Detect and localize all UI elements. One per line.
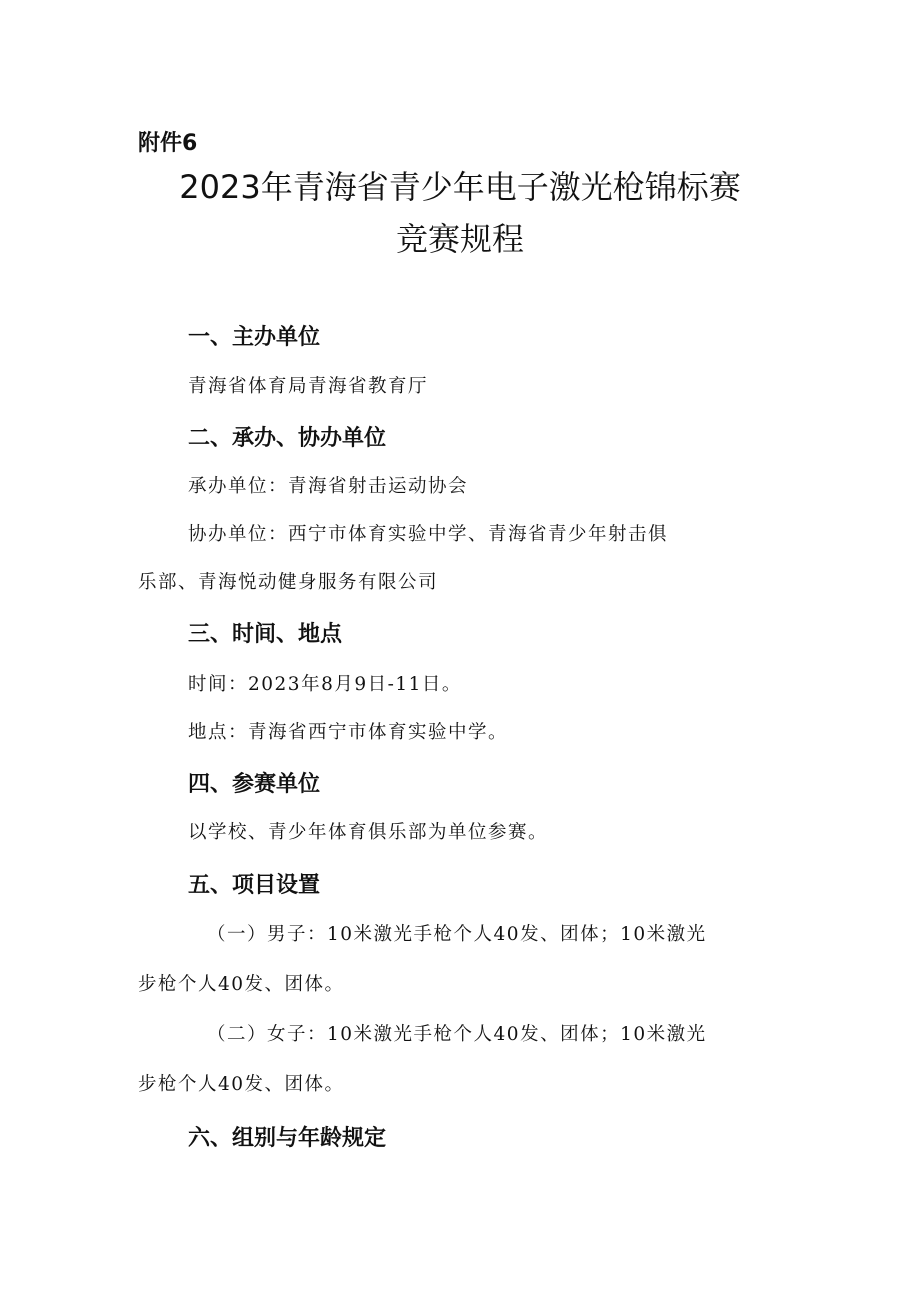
host-text: 承办单位：青海省射击运动协会: [188, 476, 469, 497]
events-men-text-continued: 步枪个人40发、团体。: [138, 974, 345, 995]
section-heading-participants: 四、参赛单位: [188, 772, 321, 797]
events-men-text: （一）男子：10米激光手枪个人40发、团体；10米激光: [207, 924, 707, 945]
organizer-text: 青海省体育局青海省教育厅: [188, 376, 429, 397]
place-text: 地点：青海省西宁市体育实验中学。: [188, 722, 509, 743]
attachment-label: 附件6: [138, 131, 198, 156]
section-heading-organizer: 一、主办单位: [188, 325, 321, 350]
document-title: 2023年青海省青少年电子激光枪锦标赛: [179, 168, 741, 206]
co-host-text-continued: 乐部、青海悦动健身服务有限公司: [138, 572, 439, 593]
co-host-text: 协办单位：西宁市体育实验中学、青海省青少年射击俱: [188, 524, 669, 545]
time-text: 时间：2023年8月9日-11日。: [188, 674, 462, 695]
participants-text: 以学校、青少年体育俱乐部为单位参赛。: [188, 822, 549, 843]
section-heading-time-place: 三、时间、地点: [188, 622, 343, 647]
section-heading-events: 五、项目设置: [188, 873, 321, 898]
events-women-text: （二）女子：10米激光手枪个人40发、团体；10米激光: [207, 1024, 707, 1045]
section-heading-groups: 六、组别与年龄规定: [188, 1126, 387, 1151]
events-women-text-continued: 步枪个人40发、团体。: [138, 1074, 345, 1095]
document-subtitle: 竞赛规程: [395, 220, 524, 258]
section-heading-host: 二、承办、协办单位: [188, 426, 387, 451]
